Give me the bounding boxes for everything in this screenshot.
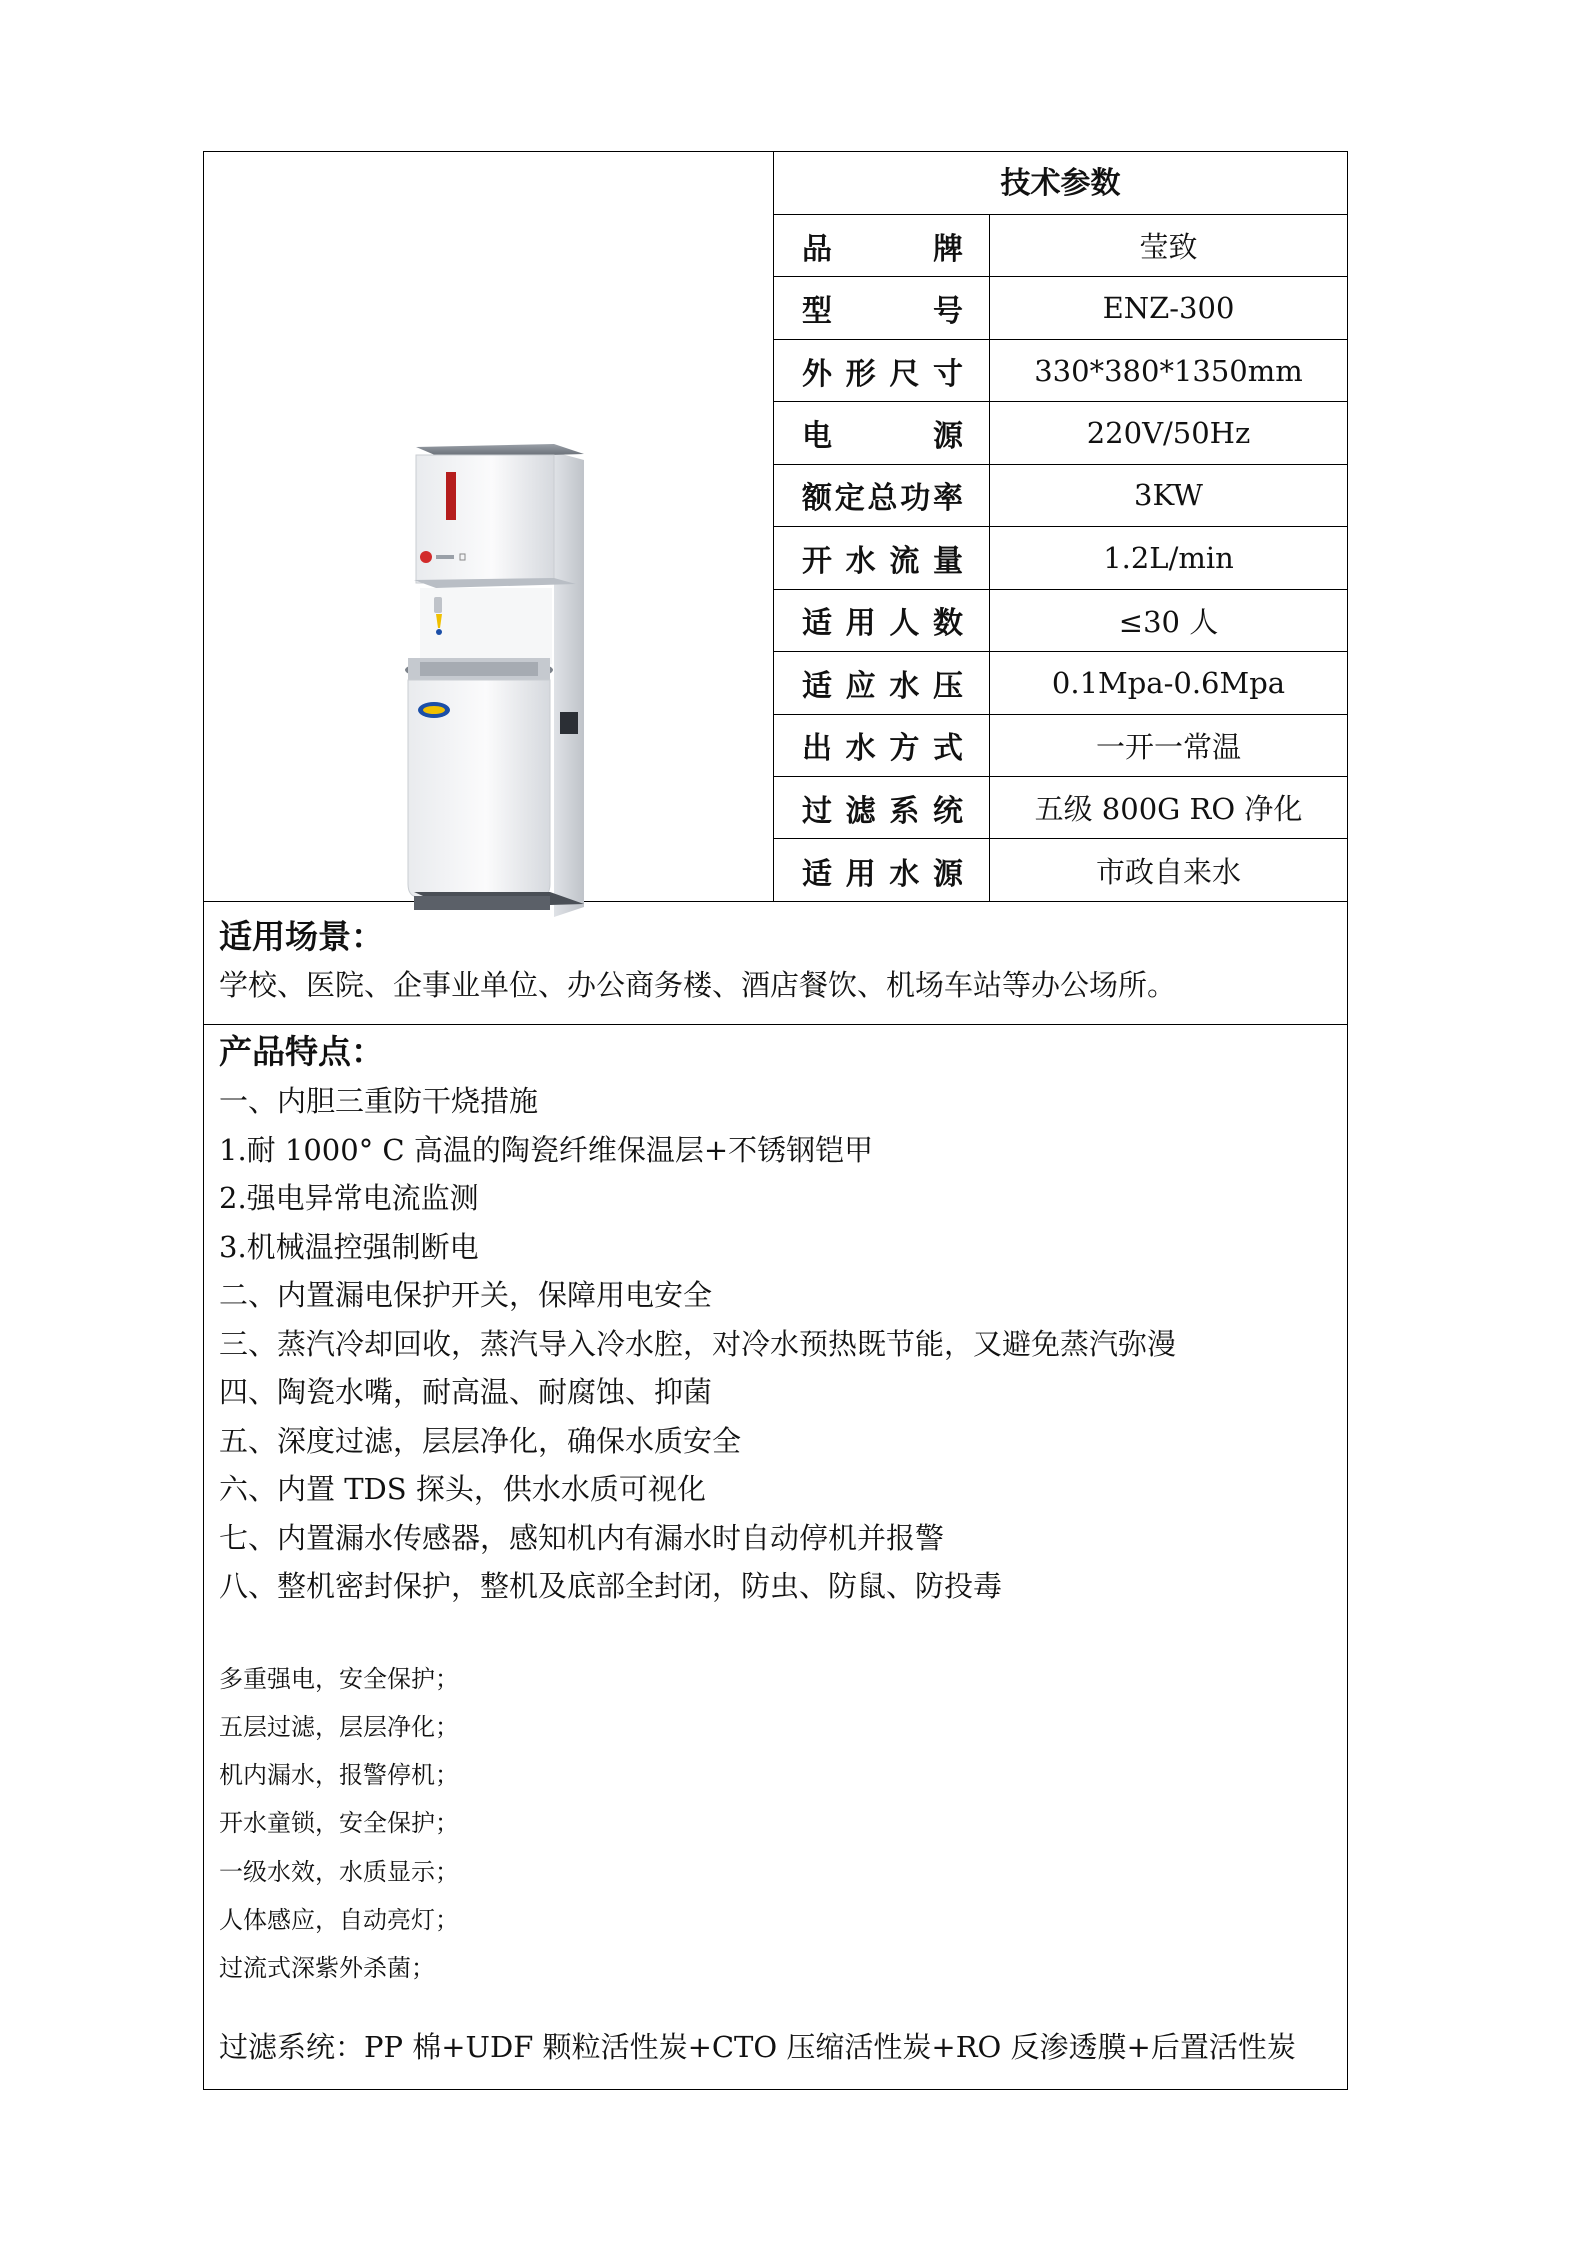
highlight-item: 开水童锁，安全保护；: [219, 1809, 459, 1838]
spec-label: 过滤系统: [802, 793, 963, 829]
spec-label: 开水流量: [802, 543, 963, 579]
highlight-item: 人体感应，自动亮灯；: [219, 1905, 459, 1934]
spec-row-dimensions: [774, 340, 1347, 402]
spec-value: 五级 800G RO 净化: [1034, 792, 1303, 827]
feature-item: 二、内置漏电保护开关，保障用电安全: [219, 1278, 713, 1312]
spec-value: ENZ-300: [1102, 291, 1235, 326]
top-section: [204, 152, 1347, 902]
spec-label: 电源: [802, 419, 963, 455]
feature-item: 3.机械温控强制断电: [219, 1229, 479, 1264]
spec-value: 220V/50Hz: [1086, 416, 1251, 451]
spec-row-pressure: [774, 652, 1347, 714]
spec-value: 市政自来水: [1095, 855, 1241, 890]
spec-value: 一开一常温: [1095, 729, 1241, 764]
spec-label: 适应水压: [802, 668, 963, 704]
feature-item: 四、陶瓷水嘴，耐高温、耐腐蚀、抑菌: [219, 1375, 713, 1409]
spec-value: 3KW: [1134, 478, 1203, 513]
filter-system-text: 过滤系统：PP 棉+UDF 颗粒活性炭+CTO 压缩活性炭+RO 反渗透膜+后置活性炭: [219, 2029, 1296, 2064]
feature-item: 六、内置 TDS 探头，供水水质可视化: [219, 1472, 706, 1506]
spec-label: 品牌: [802, 231, 963, 267]
spec-row-rated-power: [774, 465, 1347, 527]
spec-label: 型号: [802, 294, 963, 330]
spec-row-filter: [774, 777, 1347, 839]
spec-row-water-source: [774, 839, 1347, 901]
spec-label: 适用水源: [802, 856, 963, 892]
highlight-item: 机内漏水，报警停机；: [219, 1761, 459, 1790]
spec-value: ≤30 人: [1118, 604, 1219, 639]
scene-text: 学校、医院、企事业单位、办公商务楼、酒店餐饮、机场车站等办公场所。: [219, 968, 1177, 1002]
highlight-item: 一级水效，水质显示；: [219, 1857, 459, 1886]
spec-label: 适用人数: [802, 606, 963, 642]
water-dispenser-icon: [394, 292, 594, 922]
feature-item: 五、深度过滤，层层净化，确保水质安全: [219, 1423, 742, 1458]
spec-label: 出水方式: [802, 731, 963, 767]
scene-title: 适用场景：: [219, 917, 384, 956]
spec-row-capacity: [774, 590, 1347, 652]
product-sheet: [203, 151, 1348, 2090]
spec-value: 330*380*1350mm: [1034, 353, 1303, 388]
feature-item: 2.强电异常电流监测: [219, 1181, 479, 1215]
feature-item: 一、内胆三重防干烧措施: [219, 1084, 539, 1118]
highlight-list: [219, 1655, 1347, 1993]
feature-item: 三、蒸汽冷却回收，蒸汽导入冷水腔，对冷水预热既节能，又避免蒸汽弥漫: [219, 1326, 1177, 1361]
spec-value: 0.1Mpa-0.6Mpa: [1051, 665, 1286, 700]
feature-list: [219, 1077, 1347, 1611]
highlight-item: 五层过滤，层层净化；: [219, 1712, 459, 1741]
product-photo-cell: [204, 152, 774, 901]
spec-row-flow: [774, 527, 1347, 589]
features-section: [204, 1025, 1347, 2089]
spec-row-brand: [774, 215, 1347, 277]
spec-table-title: 技术参数: [774, 152, 1347, 215]
feature-item: 八、整机密封保护，整机及底部全封闭，防虫、防鼠、防投毒: [219, 1569, 1003, 1603]
spec-row-outlet: [774, 715, 1347, 777]
scene-section: [204, 902, 1347, 1025]
spec-label: 外形尺寸: [802, 356, 963, 392]
feature-item: 七、内置漏水传感器，感知机内有漏水时自动停机并报警: [219, 1520, 945, 1555]
feature-item: 1.耐 1000° C 高温的陶瓷纤维保温层+不锈钢铠甲: [219, 1132, 874, 1167]
features-title: 产品特点：: [219, 1032, 384, 1071]
highlight-item: 多重强电，安全保护；: [219, 1664, 459, 1693]
spec-row-model: [774, 277, 1347, 339]
spec-row-power-supply: [774, 402, 1347, 464]
spec-table: [774, 152, 1347, 901]
highlight-item: 过流式深紫外杀菌；: [219, 1954, 435, 1983]
spec-value: 莹致: [1139, 230, 1198, 265]
spec-value: 1.2L/min: [1103, 540, 1234, 575]
spec-label: 额定总功率: [802, 481, 963, 517]
